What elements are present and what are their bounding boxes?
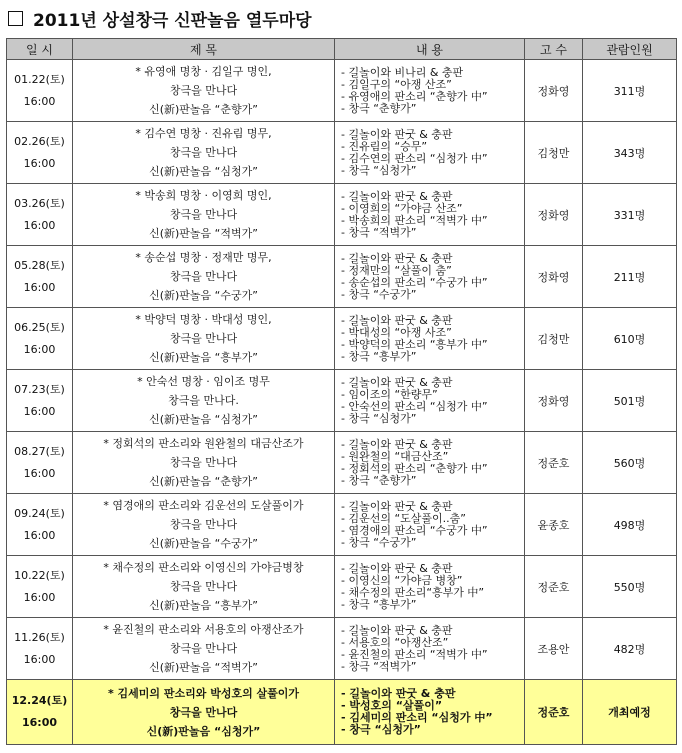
content-line-1: - 길놀이와 판굿 & 충판 bbox=[341, 251, 453, 265]
date-cell bbox=[7, 432, 73, 494]
date-cell bbox=[7, 60, 73, 122]
date-cell bbox=[7, 618, 73, 680]
date-cell bbox=[7, 556, 73, 618]
audience-cell: 482명 bbox=[583, 618, 677, 680]
title-cell bbox=[73, 618, 335, 680]
title-line-3: 신(新)판놀음 “수궁가” bbox=[149, 289, 258, 302]
title-line-1: * 채수정의 판소리와 이영신의 가야금병창 bbox=[103, 561, 304, 574]
date-cell bbox=[7, 122, 73, 184]
content-cell bbox=[335, 308, 525, 370]
date-text: 05.28(토) bbox=[14, 258, 65, 272]
date-cell bbox=[7, 494, 73, 556]
table-row bbox=[7, 122, 677, 184]
time-text: 16:00 bbox=[23, 466, 56, 480]
table-row bbox=[7, 246, 677, 308]
date-cell bbox=[7, 246, 73, 308]
title-line-1: * 김수연 명창 · 진유림 명무, bbox=[135, 127, 272, 140]
time-text: 16:00 bbox=[21, 716, 57, 729]
content-line-4: - 창극 “흥부가” bbox=[341, 597, 417, 611]
time-text: 16:00 bbox=[23, 342, 56, 356]
content-cell bbox=[335, 556, 525, 618]
time-text: 16:00 bbox=[23, 280, 56, 294]
title-cell bbox=[73, 184, 335, 246]
audience-cell: 211명 bbox=[583, 246, 677, 308]
date-text: 11.26(토) bbox=[14, 630, 65, 644]
date-cell bbox=[7, 308, 73, 370]
time-text: 16:00 bbox=[23, 528, 56, 542]
date-text: 01.22(토) bbox=[14, 72, 65, 86]
title-line-3: 신(新)판놀음 “적벽가” bbox=[149, 661, 258, 674]
title-cell bbox=[73, 60, 335, 122]
page-title bbox=[8, 4, 312, 32]
content-line-2: - 김운선의 “도살풀이..춤” bbox=[341, 511, 466, 525]
drummer-cell: 김청만 bbox=[525, 308, 583, 370]
content-cell bbox=[335, 494, 525, 556]
title-line-2: 창극을 만나다 bbox=[169, 580, 238, 593]
audience-cell: 개최예정 bbox=[583, 680, 677, 745]
content-line-3: - 염경애의 판소리 “수궁가 中” bbox=[341, 523, 488, 537]
content-line-2: - 김일구의 “아쟁 산조” bbox=[341, 77, 452, 91]
title-line-2: 창극을 만나다 bbox=[169, 642, 238, 655]
content-line-4: - 창극 “적벽가” bbox=[341, 659, 417, 673]
title-line-1: * 박양덕 명창 · 박대성 명인, bbox=[135, 313, 272, 326]
drummer-cell: 정준호 bbox=[525, 432, 583, 494]
title-cell bbox=[73, 246, 335, 308]
title-line-3: 신(新)판놀음 “심청가” bbox=[146, 724, 261, 738]
drummer-cell: 정화영 bbox=[525, 246, 583, 308]
date-cell bbox=[7, 370, 73, 432]
content-cell bbox=[335, 680, 525, 745]
content-line-3: - 안숙선의 판소리 “심청가 中” bbox=[341, 399, 488, 413]
content-line-3: - 김수연의 판소리 “심청가 中” bbox=[341, 151, 488, 165]
table-row bbox=[7, 556, 677, 618]
table-row bbox=[7, 184, 677, 246]
title-line-1: * 송순섭 명창 · 정재만 명무, bbox=[135, 251, 272, 264]
drummer-cell: 조용안 bbox=[525, 618, 583, 680]
date-cell bbox=[7, 680, 73, 745]
content-line-1: - 길놀이와 판굿 & 충판 bbox=[341, 687, 456, 700]
content-line-4: - 창극 “춘향가” bbox=[341, 101, 417, 115]
date-cell bbox=[7, 184, 73, 246]
audience-cell: 311명 bbox=[583, 60, 677, 122]
date-text: 02.26(토) bbox=[14, 134, 65, 148]
content-line-4: - 창극 “수궁가” bbox=[341, 535, 417, 549]
date-text: 03.26(토) bbox=[14, 196, 65, 210]
title-line-2: 창극을 만나다 bbox=[169, 332, 238, 345]
date-text: 10.22(토) bbox=[14, 568, 65, 582]
content-line-2: - 이영신의 “가야금 병창” bbox=[341, 573, 463, 587]
title-cell bbox=[73, 556, 335, 618]
title-cell bbox=[73, 370, 335, 432]
table-row bbox=[7, 494, 677, 556]
audience-cell: 550명 bbox=[583, 556, 677, 618]
content-cell bbox=[335, 432, 525, 494]
title-line-2: 창극을 만나다. bbox=[168, 394, 239, 407]
time-text: 16:00 bbox=[23, 590, 56, 604]
content-line-4: - 창극 “춘향가” bbox=[341, 473, 417, 487]
content-line-3: - 채수정의 판소리“흥부가 中” bbox=[341, 585, 485, 599]
title-line-1: * 정회석의 판소리와 원완철의 대금산조가 bbox=[103, 437, 304, 450]
content-line-3: - 유영애의 판소리 “춘향가 中” bbox=[341, 89, 488, 103]
title-cell bbox=[73, 680, 335, 745]
content-cell bbox=[335, 122, 525, 184]
table-row bbox=[7, 60, 677, 122]
audience-cell: 498명 bbox=[583, 494, 677, 556]
content-line-4: - 창극 “심청가” bbox=[341, 411, 417, 425]
content-line-1: - 길놀이와 판굿 & 충판 bbox=[341, 313, 453, 327]
header-content: 내 용 bbox=[335, 39, 525, 60]
content-line-2: - 원완철의 “대금산조” bbox=[341, 449, 449, 463]
audience-cell: 501명 bbox=[583, 370, 677, 432]
audience-cell: 343명 bbox=[583, 122, 677, 184]
date-text: 07.23(토) bbox=[14, 382, 65, 396]
title-line-2: 창극을 만나다 bbox=[169, 84, 238, 97]
drummer-cell: 정준호 bbox=[525, 680, 583, 745]
content-line-3: - 윤진철의 판소리 “적벽가 中” bbox=[341, 647, 488, 661]
content-line-2: - 진유림의 “승무” bbox=[341, 139, 428, 153]
title-cell bbox=[73, 308, 335, 370]
audience-cell: 560명 bbox=[583, 432, 677, 494]
content-cell bbox=[335, 370, 525, 432]
content-line-3: - 김세미의 판소리 “심청가 中” bbox=[341, 711, 493, 724]
time-text: 16:00 bbox=[23, 404, 56, 418]
title-line-3: 신(新)판놀음 “춘향가” bbox=[149, 103, 258, 116]
title-line-3: 신(新)판놀음 “춘향가” bbox=[149, 475, 258, 488]
title-line-2: 창극을 만나다 bbox=[169, 456, 238, 469]
content-line-1: - 길놀이와 비나리 & 충판 bbox=[341, 65, 464, 79]
content-line-1: - 길놀이와 판굿 & 충판 bbox=[341, 499, 453, 513]
time-text: 16:00 bbox=[23, 94, 56, 108]
content-line-1: - 길놀이와 판굿 & 충판 bbox=[341, 127, 453, 141]
content-cell bbox=[335, 246, 525, 308]
content-line-1: - 길놀이와 판굿 & 충판 bbox=[341, 561, 453, 575]
drummer-cell: 정화영 bbox=[525, 184, 583, 246]
date-text: 09.24(토) bbox=[14, 506, 65, 520]
title-line-2: 창극을 만나다 bbox=[169, 518, 238, 531]
title-line-3: 신(新)판놀음 “수궁가” bbox=[149, 537, 258, 550]
time-text: 16:00 bbox=[23, 218, 56, 232]
title-line-3: 신(新)판놀음 “흥부가” bbox=[149, 351, 258, 364]
content-line-2: - 박대성의 “아쟁 사조” bbox=[341, 325, 452, 339]
content-line-3: - 박양덕의 판소리 “흥부가 中” bbox=[341, 337, 488, 351]
page-title-text: 2011년 상설창극 신판놀음 열두마당 bbox=[33, 10, 312, 31]
table-header-row bbox=[7, 39, 677, 60]
title-line-2: 창극을 만나다 bbox=[169, 270, 238, 283]
content-line-4: - 창극 “흥부가” bbox=[341, 349, 417, 363]
table-row bbox=[7, 370, 677, 432]
header-audience: 관람인원 bbox=[583, 39, 677, 60]
title-line-3: 신(新)판놀음 “심청가” bbox=[149, 165, 258, 178]
drummer-cell: 정화영 bbox=[525, 370, 583, 432]
title-line-1: * 김세미의 판소리와 박성호의 살풀이가 bbox=[107, 686, 300, 700]
title-line-1: * 유영애 명창 · 김일구 명인, bbox=[135, 65, 272, 78]
checkbox-square-icon bbox=[8, 11, 23, 26]
title-cell bbox=[73, 122, 335, 184]
title-line-2: 창극을 만나다 bbox=[169, 705, 238, 719]
content-line-2: - 정재만의 “살풀이 춤” bbox=[341, 263, 452, 277]
content-line-2: - 박성호의 “살풀이” bbox=[341, 699, 443, 712]
content-line-1: - 길놀이와 판굿 & 충판 bbox=[341, 189, 453, 203]
drummer-cell: 윤종호 bbox=[525, 494, 583, 556]
content-line-2: - 임이조의 “한량무” bbox=[341, 387, 438, 401]
date-text: 12.24(토) bbox=[11, 694, 68, 707]
time-text: 16:00 bbox=[23, 156, 56, 170]
content-line-4: - 창극 “심청가” bbox=[341, 163, 417, 177]
title-line-2: 창극을 만나다 bbox=[169, 208, 238, 221]
schedule-table bbox=[6, 38, 677, 745]
title-line-3: 신(新)판놀음 “심청가” bbox=[149, 413, 258, 426]
title-cell bbox=[73, 432, 335, 494]
title-cell bbox=[73, 494, 335, 556]
title-line-1: * 안숙선 명창 · 임이조 명무 bbox=[137, 375, 270, 388]
content-line-2: - 이영희의 “가야금 산조” bbox=[341, 201, 463, 215]
content-line-2: - 서용호의 “아쟁산조” bbox=[341, 635, 449, 649]
content-line-3: - 정회석의 판소리 “춘향가 中” bbox=[341, 461, 488, 475]
audience-cell: 331명 bbox=[583, 184, 677, 246]
audience-cell: 610명 bbox=[583, 308, 677, 370]
content-line-1: - 길놀이와 판굿 & 충판 bbox=[341, 375, 453, 389]
table-row bbox=[7, 618, 677, 680]
content-cell bbox=[335, 618, 525, 680]
title-line-1: * 윤진철의 판소리와 서용호의 아쟁산조가 bbox=[103, 623, 304, 636]
drummer-cell: 김청만 bbox=[525, 122, 583, 184]
content-cell bbox=[335, 184, 525, 246]
content-line-1: - 길놀이와 판굿 & 충판 bbox=[341, 623, 453, 637]
title-line-3: 신(新)판놀음 “흥부가” bbox=[149, 599, 258, 612]
title-line-1: * 박송희 명창 · 이영희 명인, bbox=[135, 189, 272, 202]
time-text: 16:00 bbox=[23, 652, 56, 666]
content-line-3: - 박송희의 판소리 “적벽가 中” bbox=[341, 213, 488, 227]
table-row bbox=[7, 432, 677, 494]
table-row bbox=[7, 308, 677, 370]
title-line-3: 신(新)판놀음 “적벽가” bbox=[149, 227, 258, 240]
title-line-1: * 염경애의 판소리와 김운선의 도살풀이가 bbox=[103, 499, 304, 512]
header-drummer: 고 수 bbox=[525, 39, 583, 60]
date-text: 08.27(토) bbox=[14, 444, 65, 458]
drummer-cell: 정준호 bbox=[525, 556, 583, 618]
content-line-4: - 창극 “수궁가” bbox=[341, 287, 417, 301]
header-date: 일 시 bbox=[7, 39, 73, 60]
content-cell bbox=[335, 60, 525, 122]
content-line-4: - 창극 “적벽가” bbox=[341, 225, 417, 239]
header-title: 제 목 bbox=[73, 39, 335, 60]
table-row bbox=[7, 680, 677, 745]
drummer-cell: 정화영 bbox=[525, 60, 583, 122]
title-line-2: 창극을 만나다 bbox=[169, 146, 238, 159]
content-line-3: - 송순섭의 판소리 “수궁가 中” bbox=[341, 275, 488, 289]
content-line-4: - 창극 “심청가” bbox=[341, 723, 421, 736]
date-text: 06.25(토) bbox=[14, 320, 65, 334]
content-line-1: - 길놀이와 판굿 & 충판 bbox=[341, 437, 453, 451]
